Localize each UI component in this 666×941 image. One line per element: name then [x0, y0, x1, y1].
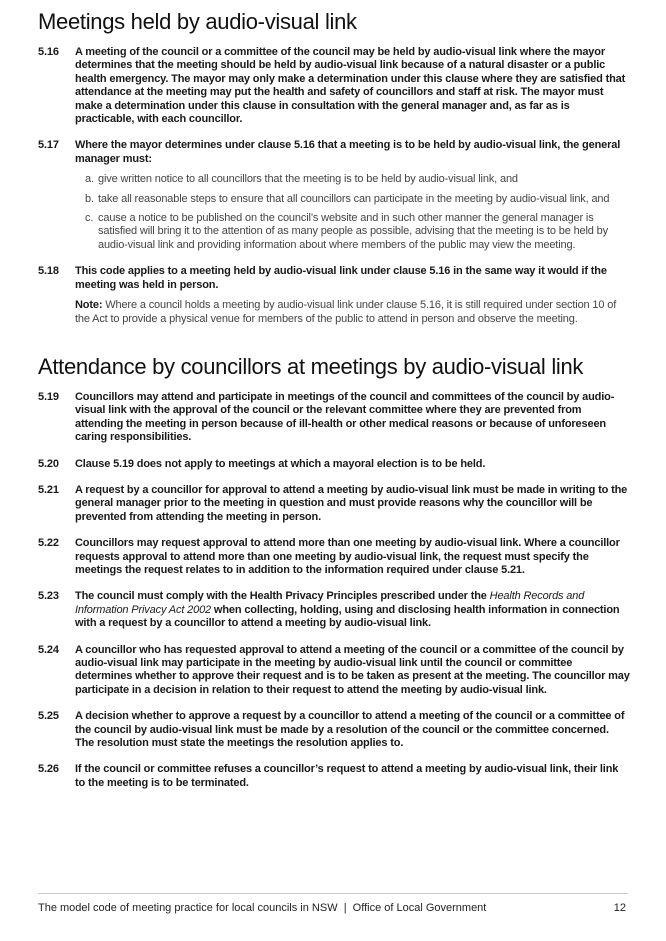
clause-5-19 — [38, 391, 630, 445]
clause-number: 5.17 — [38, 139, 59, 152]
footer-divider — [38, 893, 628, 894]
clause-text-part: when collecting, holding, using and disclosing health information in connection with a request by a councillor to attend a meeting by audio-visual link. — [75, 603, 620, 630]
clause-number: 5.18 — [38, 265, 59, 278]
clause-5-17 — [38, 139, 630, 166]
list-item — [75, 193, 630, 206]
clause-number: 5.24 — [38, 643, 59, 656]
clause-5-26 — [38, 763, 630, 790]
clause-text: A councillor who has requested approval to attend a meeting of the council or a committee of the council by audio-visual link may participate in the meeting by audio-visual link until the council or committee determines whether to approve their request and is to be taken as present at the meeting. The councillor may participate in a decision in relation to their request to attend the meeting by audio-visual link. — [75, 643, 630, 696]
clause-5-22 — [38, 537, 630, 577]
note-text: Where a council holds a meeting by audio-visual link under clause 5.16, it is still required under section 10 of the Act to provide a physical venue for members of the public to attend in person and observe the meeting. — [75, 299, 617, 325]
item-text: take all reasonable steps to ensure that all councillors can participate in the meeting by audio-visual link, and — [98, 192, 610, 205]
clause-text — [75, 590, 630, 630]
clause-text: Clause 5.19 does not apply to meetings at which a mayoral election is to be held. — [75, 457, 486, 470]
clause-text: A meeting of the council or a committee of the council may be held by audio-visual link where the mayor determines that the meeting should be held by audio-visual link because of a natural disaster or a public health emergency. The mayor may only make a determination under this clause where they are satisfied that attendance at the meeting may put the health and safety of councillors and staff at risk. The mayor must make a determination under this clause in consultation with the general manager and, as far as is practicable, with each councillor. — [75, 46, 626, 126]
list-item — [75, 173, 630, 186]
clause-text: A request by a councillor for approval to attend a meeting by audio-visual link must be made in writing to the general manager prior to the meeting in question and must provide reasons why the councillor will be prevented from attending the meeting in person. — [75, 483, 628, 523]
clause-text-part: The council must comply with the Health Privacy Principles prescribed under the — [75, 590, 490, 603]
clause-text: Councillors may request approval to attend more than one meeting by audio-visual link. Where a councillor requests approval to attend more than one meeting by audio-visual link, the request must specify the meetings the request relates to in addition to the information required under clause 5.21. — [75, 537, 620, 576]
clause-5-18 — [38, 265, 630, 292]
clause-number: 5.16 — [38, 46, 59, 58]
item-text: give written notice to all councillors that the meeting is to be held by audio-visual link, and — [98, 173, 518, 186]
item-letter: a. — [85, 173, 94, 186]
clause-number: 5.19 — [38, 390, 59, 403]
sub-list — [75, 173, 630, 252]
clause-5-25 — [38, 710, 630, 750]
clause-5-21 — [38, 484, 630, 524]
clause-text: Where the mayor determines under clause 5.16 that a meeting is to be held by audio-visual link, the general manager must: — [75, 139, 621, 165]
page-footer — [38, 902, 628, 914]
clause-5-23 — [38, 590, 630, 630]
clause-5-24 — [38, 644, 630, 698]
clause-5-16 — [38, 46, 630, 126]
clause-text: This code applies to a meeting held by audio-visual link under clause 5.16 in the same way it would if the meeting was held in person. — [75, 265, 607, 291]
act-title: Health Records and Information Privacy Act 2002 — [75, 590, 585, 616]
item-letter: b. — [85, 192, 94, 205]
page-number: 12 — [613, 902, 626, 914]
clause-text: If the council or committee refuses a councillor’s request to attend a meeting by audio-visual link, their link to the meeting is to be terminated. — [75, 763, 619, 789]
clause-number: 5.23 — [38, 590, 59, 603]
clause-number: 5.22 — [38, 537, 59, 550]
note — [75, 299, 630, 326]
clause-number: 5.21 — [38, 483, 59, 496]
clause-number: 5.26 — [38, 763, 59, 776]
clause-5-20 — [38, 458, 630, 471]
clause-text: Councillors may attend and participate in meetings of the council and committees of the council by audio-visual link with the approval of the council or the relevant committee where they are prevented from attending the meeting in person because of ill-health or other medical reasons or because of unforeseen caring responsibilities. — [75, 390, 615, 444]
document-page — [38, 0, 630, 790]
footer-text: The model code of meeting practice for local councils in NSW | Office of Local Government — [38, 902, 487, 914]
item-letter: c. — [85, 212, 94, 225]
section-heading: Meetings held by audio-visual link — [38, 9, 357, 34]
clause-number: 5.25 — [38, 710, 59, 723]
list-item — [75, 212, 630, 252]
item-text: cause a notice to be published on the council’s website and in such other manner the general manager is satisfied will bring it to the attention of as many people as possible, advising that the meeting is to be held by audio-visual link and providing information about where members of the public may view the meeting. — [98, 212, 608, 251]
clause-text: A decision whether to approve a request by a councillor to attend a meeting of the council or a committee of the council by audio-visual link must be made by a resolution of the council or the committee concerned. The resolution must state the meetings the resolution applies to. — [75, 710, 625, 750]
note-label: Note: — [75, 299, 103, 312]
section-heading: Attendance by councillors at meetings by audio-visual link — [38, 353, 584, 379]
clause-number: 5.20 — [38, 457, 59, 470]
